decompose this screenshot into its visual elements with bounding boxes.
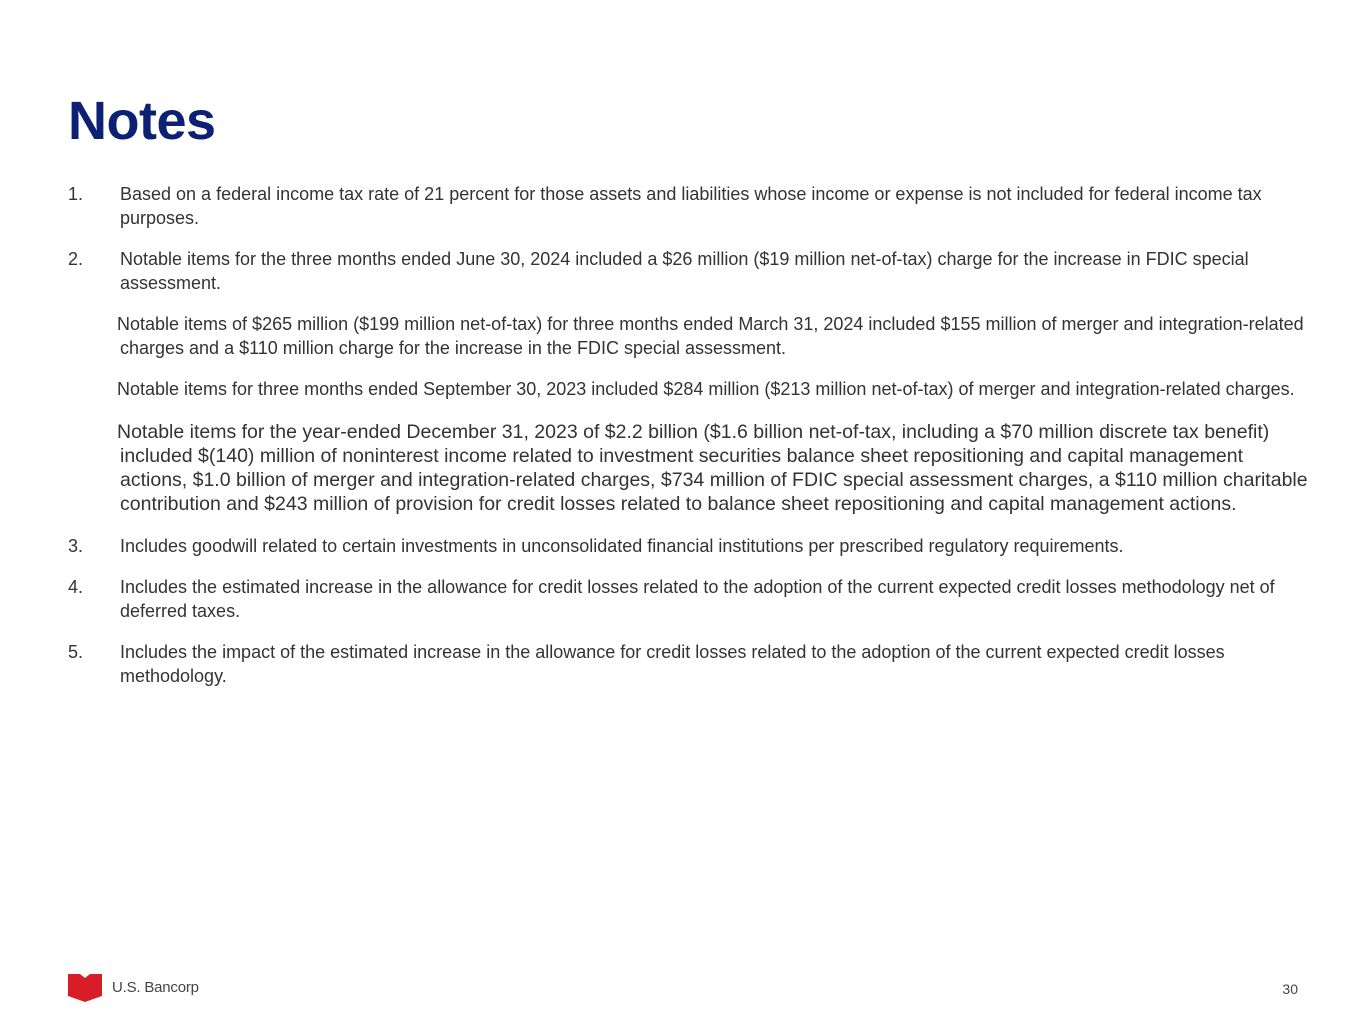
note-item-4 xyxy=(68,576,1313,623)
note-number: 1. xyxy=(68,184,84,204)
note-item-5 xyxy=(68,641,1313,688)
note-text: Notable items for the year-ended December 31, 2023 of $2.2 billion ($1.6 billion net-of-tax, including a $70 million discrete tax benefit) included $(140) million of noninterest income related to investment securities balance sheet repositioning and capital management actions, $1.0 billion of merger and integration-related charges, $734 million of FDIC special assessment charges, a $110 million charitable contribution and $243 million of provision for credit losses related to balance sheet repositioning and capital management actions. xyxy=(117,420,1308,516)
note-text: Includes the impact of the estimated increase in the allowance for credit losses related to the adoption of the current expected credit losses methodology. xyxy=(120,642,1225,686)
page-title: Notes xyxy=(68,91,216,151)
note-item-2-continuation-a xyxy=(68,313,1313,360)
page-number: 30 xyxy=(1282,981,1298,997)
note-text: Notable items for the three months ended June 30, 2024 included a $26 million ($19 million net-of-tax) charge for the increase in FDIC special assessment. xyxy=(120,249,1249,293)
note-number: 5. xyxy=(68,642,84,663)
notes-list xyxy=(68,183,1313,706)
note-item-1 xyxy=(68,183,1313,230)
logo-text: U.S. Bancorp xyxy=(112,978,199,996)
note-item-3 xyxy=(68,535,1313,559)
note-number: 3. xyxy=(68,535,84,556)
note-text: Based on a federal income tax rate of 21 percent for those assets and liabilities whose income or expense is not included for federal income tax purposes. xyxy=(120,184,1262,228)
shield-icon xyxy=(68,972,102,1002)
note-text: Notable items of $265 million ($199 million net-of-tax) for three months ended March 31, 2024 included $155 million of merger and integration-related charges and a $110 million charge for the increase in the FDIC special assessment. xyxy=(117,314,1304,358)
note-item-2-continuation-c xyxy=(68,420,1313,517)
note-text: Includes goodwill related to certain investments in unconsolidated financial institutions per prescribed regulatory requirements. xyxy=(120,535,1124,556)
note-text: Includes the estimated increase in the allowance for credit losses related to the adoption of the current expected credit losses methodology net of deferred taxes. xyxy=(120,577,1275,621)
note-number: 2. xyxy=(68,249,84,269)
note-item-2 xyxy=(68,248,1313,295)
note-item-2-continuation-b xyxy=(68,378,1313,402)
footer-logo xyxy=(68,972,199,1002)
note-text: Notable items for three months ended September 30, 2023 included $284 million ($213 million net-of-tax) of merger and integration-related charges. xyxy=(117,379,1295,399)
note-number: 4. xyxy=(68,577,84,598)
